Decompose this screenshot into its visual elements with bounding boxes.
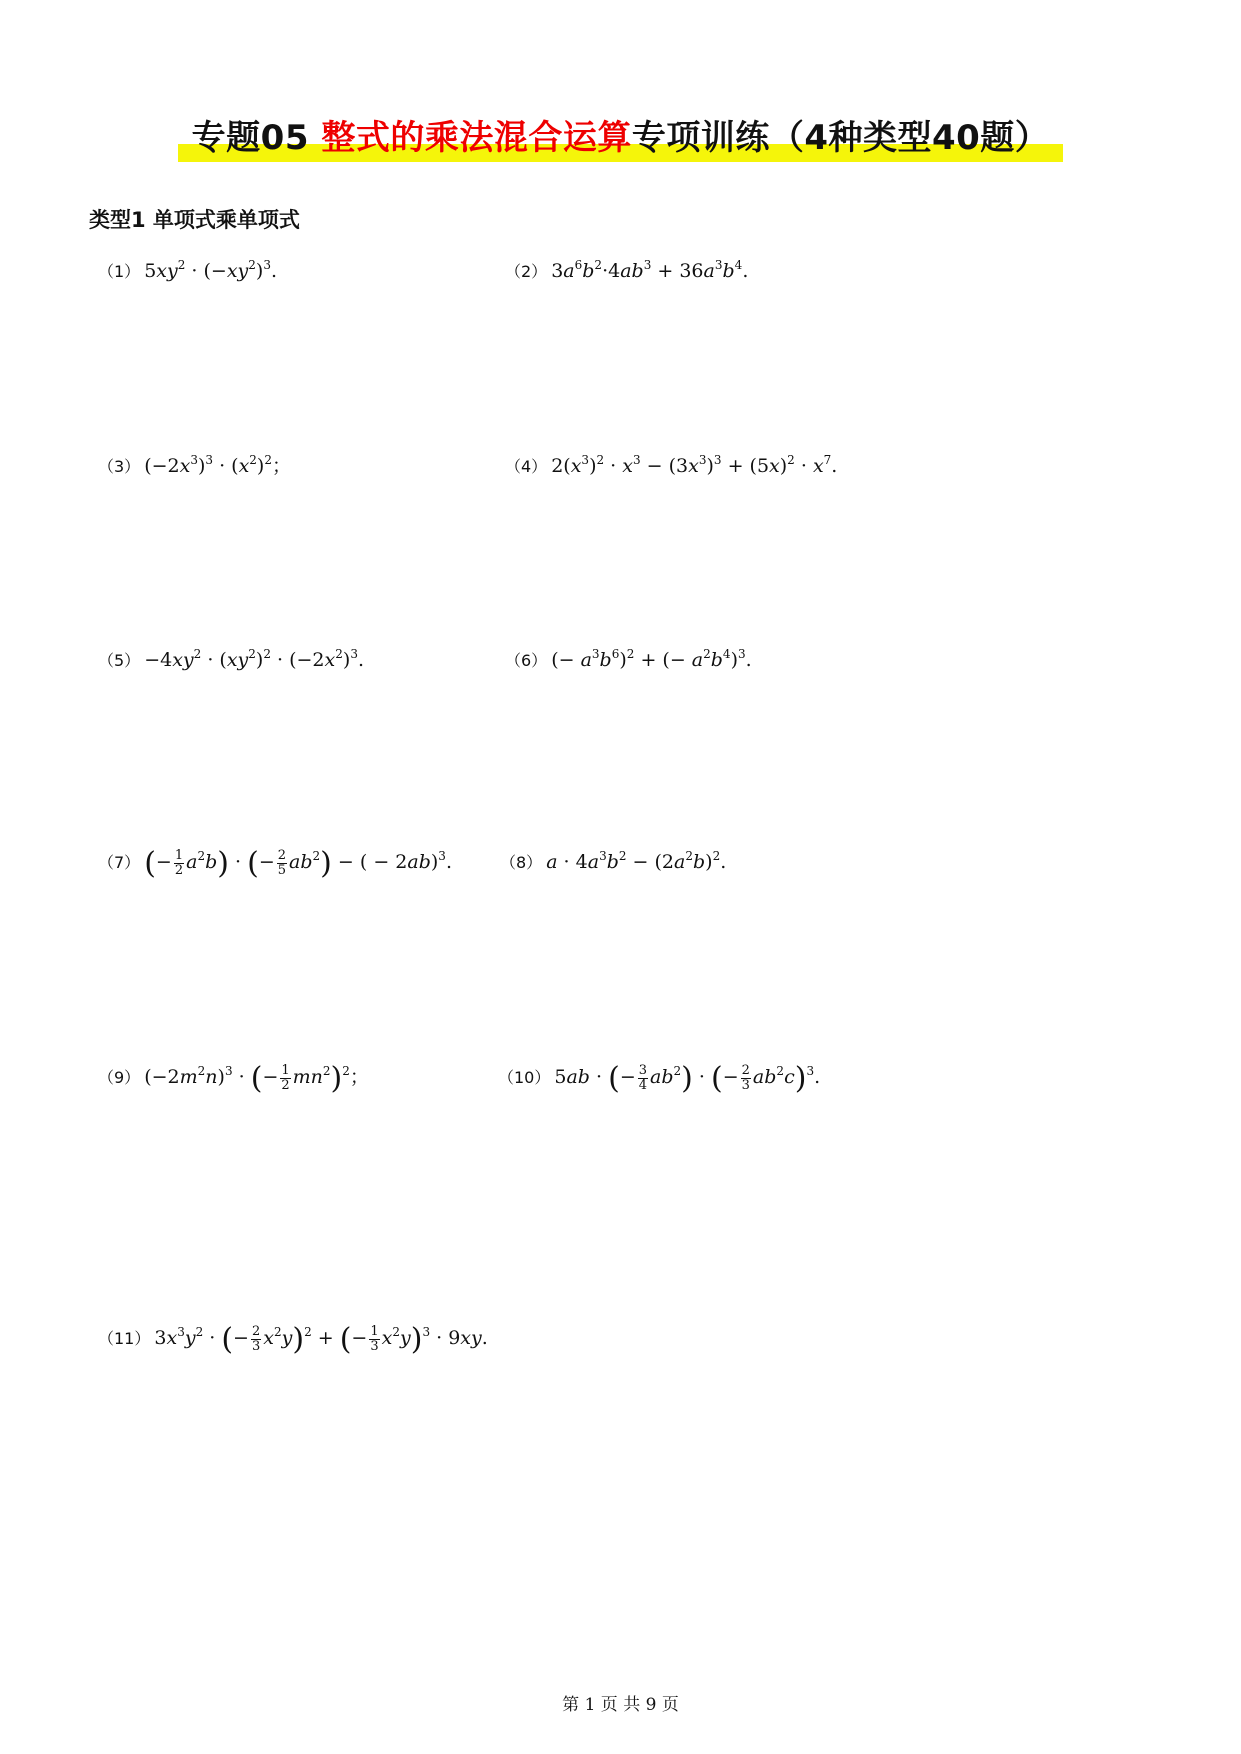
problem-number: （8） xyxy=(500,853,543,872)
problem-number: （2） xyxy=(505,262,548,281)
problem-expression: $3a^6b^2\cdot 4ab^3 + 36a^3b^4$. xyxy=(551,258,749,282)
problem-expression: $5xy^2 \cdot (-xy^2)^3$. xyxy=(144,258,278,282)
problem-5 xyxy=(98,645,364,676)
problem-number: （1） xyxy=(98,262,141,281)
problem-10 xyxy=(498,1061,821,1096)
title-part2: 专项训练（4种类型40题） xyxy=(631,118,1050,158)
problem-expression: $(-2m^2n)^3$ · (− $\frac{1}{2}$ $mn^2)^2$； xyxy=(144,1061,369,1096)
page-footer: 第 1 页 共 9 页 xyxy=(562,1695,679,1715)
problem-11 xyxy=(98,1322,488,1357)
section-heading: 类型1 单项式乘单项式 xyxy=(89,208,300,232)
problem-7 xyxy=(98,846,452,881)
problem-number: （11） xyxy=(98,1329,151,1348)
problem-number: （9） xyxy=(98,1068,141,1087)
problem-number: （10） xyxy=(498,1068,551,1087)
problem-9 xyxy=(98,1061,369,1096)
problem-expression: $a \cdot 4a^3b^2 - (2a^2b)^2$. xyxy=(546,849,727,873)
problem-expression: $-4xy^2 \cdot (xy^2)^2 \cdot (-2x^2)^3$. xyxy=(144,647,364,671)
problem-expression: $(-2x^3)^3 \cdot (x^2)^2$； xyxy=(144,453,291,477)
problem-expression: 5ab · (− $\frac{3}{4}$ $ab^2$) · (− $\frac{2}{3}$ $ab^2c)^3$. xyxy=(554,1061,821,1096)
problem-expression: $3x^3y^2$ · (− $\frac{2}{3}$ $x^2y)^2$ + (− $\frac{1}{3}$ $x^2y)^3 \cdot 9xy$. xyxy=(154,1322,488,1357)
problem-8 xyxy=(500,847,726,878)
problem-number: （7） xyxy=(98,853,141,872)
problem-number: （5） xyxy=(98,651,141,670)
problem-2 xyxy=(505,256,748,287)
problem-4 xyxy=(505,451,837,482)
problem-expression: (− $a^3b^6)^2$ + (− $a^2b^4)^3$. xyxy=(551,647,752,671)
problem-6 xyxy=(505,645,752,676)
title-highlight-text: 整式的乘法混合运算 xyxy=(321,118,632,158)
page-title xyxy=(178,118,1064,160)
title-wrapper xyxy=(0,118,1241,160)
problem-number: （4） xyxy=(505,457,548,476)
problem-1 xyxy=(98,256,277,287)
title-part1: 专题05 xyxy=(191,118,322,158)
problem-number: （3） xyxy=(98,457,141,476)
problem-expression: (− $\frac{1}{2}$ $a^2b$) · (− $\frac{2}{5}$ $ab^2$) − ( − 2ab)$^3$. xyxy=(144,846,452,881)
problem-3 xyxy=(98,451,291,482)
problem-expression: $2(x^3)^2 \cdot x^3 - (3x^3)^3 + (5x)^2 \cdot x^7$. xyxy=(551,453,838,477)
problem-number: （6） xyxy=(505,651,548,670)
